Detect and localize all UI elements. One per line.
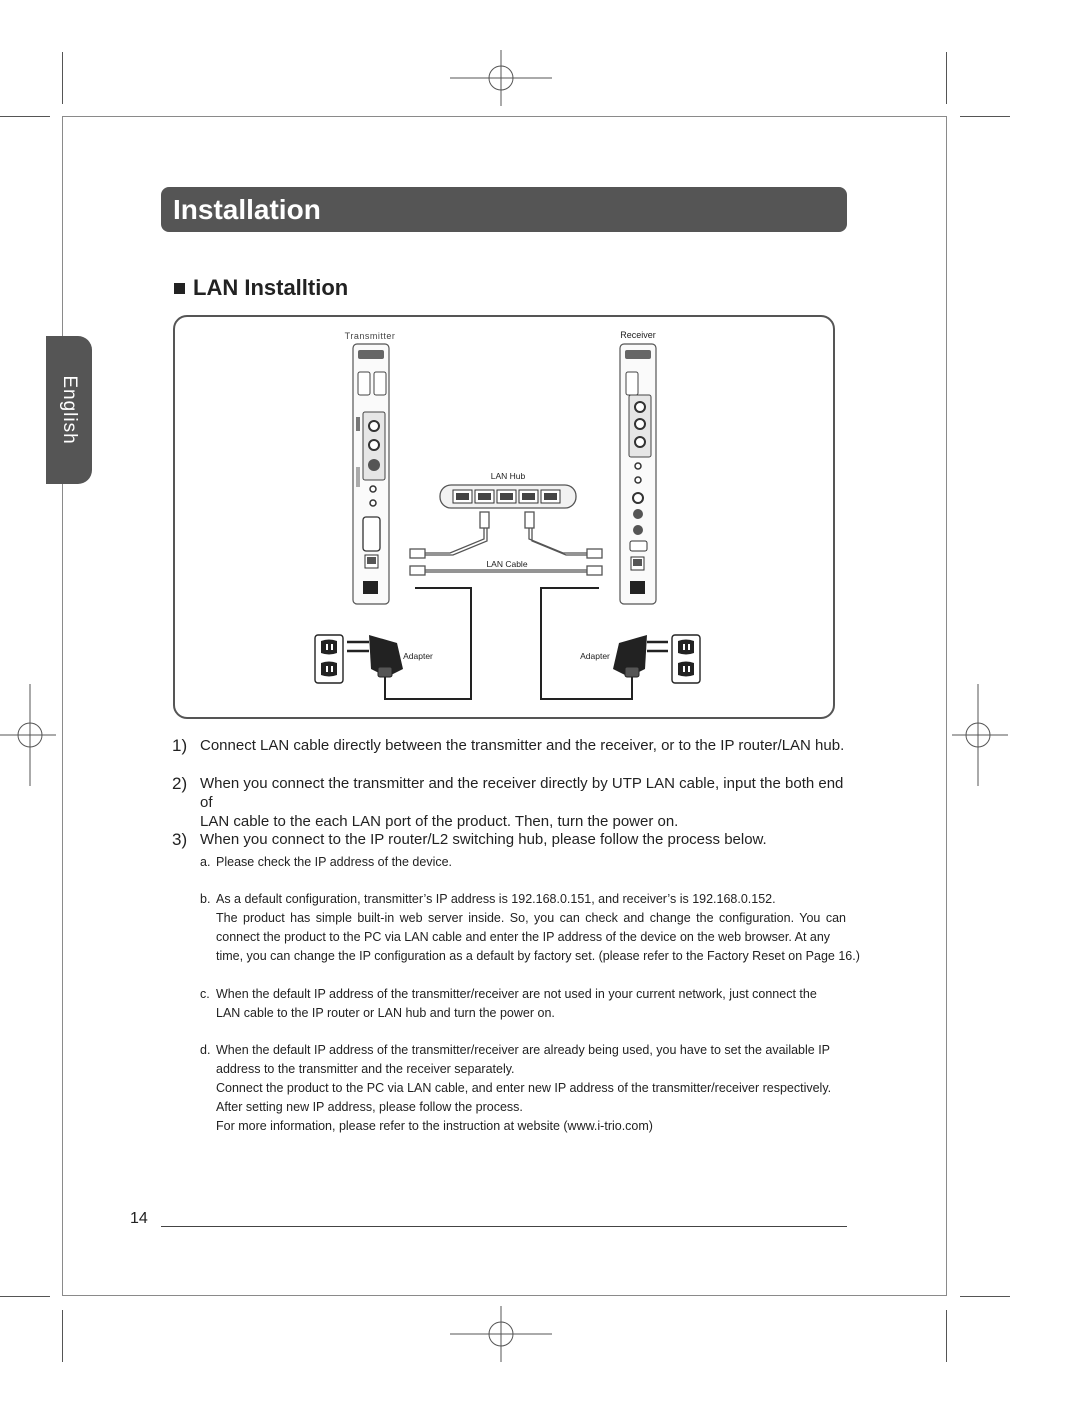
step-number: 3): [172, 830, 188, 849]
language-tab: [46, 336, 92, 484]
step-line: When you connect the transmitter and the receiver directly by UTP LAN cable, input the both end of: [200, 775, 844, 811]
adapter-left-label: Adapter: [403, 651, 433, 661]
power-adapter-left: [347, 635, 433, 677]
transmitter-label: Transmitter: [344, 331, 396, 341]
substep-line: Connect the product to the PC via LAN cable, and enter new IP address of the transmitter/receiver respectively.: [216, 1081, 832, 1095]
step-line: When you connect to the IP router/L2 switching hub, please follow the process below.: [200, 831, 767, 848]
square-bullet-icon: [174, 283, 185, 294]
substep-line: The product has simple built-in web server inside. So, you can check and change the configuration. You can: [216, 911, 846, 925]
registration-mark-bottom: [450, 1306, 552, 1362]
lan-installation-diagram: [173, 315, 835, 719]
receiver-device: [620, 344, 656, 604]
substep-line: connect the product to the PC via LAN cable and enter the IP address of the device on the web browser. At any: [216, 930, 831, 944]
lan-cable-direct: [410, 559, 602, 575]
power-cables: [385, 588, 632, 699]
substep-letter: a.: [200, 855, 211, 869]
adapter-right-label: Adapter: [580, 651, 610, 661]
substep-letter: b.: [200, 892, 211, 906]
connection-diagram-svg: [175, 317, 837, 721]
footer-rule: [161, 1226, 847, 1227]
step-line: LAN cable to the each LAN port of the product. Then, turn the power on.: [200, 813, 679, 830]
substep-text: [216, 853, 846, 872]
registration-mark-left: [0, 684, 56, 786]
lan-hub: [440, 471, 576, 508]
substep-line: LAN cable to the IP router or LAN hub and turn the power on.: [216, 1006, 555, 1020]
page-title: Installation: [173, 194, 321, 225]
step-text: [200, 830, 850, 849]
substep-line: When the default IP address of the transmitter/receiver are not used in your current network, just connect the: [216, 987, 817, 1001]
power-outlet-right: [672, 635, 700, 683]
step-number: 1): [172, 736, 188, 755]
substep-text: [216, 985, 846, 1023]
substep-text: [216, 890, 860, 966]
substep-line: Please check the IP address of the device.: [216, 855, 453, 869]
substep-line: After setting new IP address, please follow the process.: [216, 1100, 523, 1114]
registration-mark-top: [450, 50, 552, 106]
transmitter-device: [353, 344, 389, 604]
section-title: LAN Installtion: [193, 275, 349, 300]
step-line: Connect LAN cable directly between the transmitter and the receiver, or to the IP router/LAN hub.: [200, 737, 845, 754]
language-tab-label: English: [59, 375, 80, 445]
substep-line: time, you can change the IP configuration as a default by factory set. (please refer to the Factory Reset on Page 16.): [216, 949, 860, 963]
substep-line: When the default IP address of the transmitter/receiver are already being used, you have to set the available IP: [216, 1043, 831, 1057]
substep-line: For more information, please refer to the instruction at website (www.i-trio.com): [216, 1119, 653, 1133]
power-outlet-left: [315, 635, 343, 683]
lan-hub-label: LAN Hub: [490, 471, 526, 481]
substep-letter: c.: [200, 987, 210, 1001]
power-adapter-right: [580, 635, 668, 677]
receiver-label: Receiver: [620, 330, 656, 340]
substep-line: address to the transmitter and the receiver separately.: [216, 1062, 515, 1076]
step-text: [200, 736, 850, 755]
substep-line: As a default configuration, transmitter’s IP address is 192.168.0.151, and receiver’s is 192.168.0.152.: [216, 892, 776, 906]
lan-cable-label: LAN Cable: [486, 559, 528, 569]
step-number: 2): [172, 774, 188, 793]
registration-mark-right: [952, 684, 1008, 786]
section-heading: [174, 275, 348, 301]
page-number: 14: [130, 1210, 148, 1227]
substep-text: [216, 1041, 846, 1136]
substep-letter: d.: [200, 1043, 211, 1057]
lan-cables-hub: [410, 512, 602, 558]
step-text: [200, 774, 850, 831]
page-title-bar: [161, 187, 847, 232]
